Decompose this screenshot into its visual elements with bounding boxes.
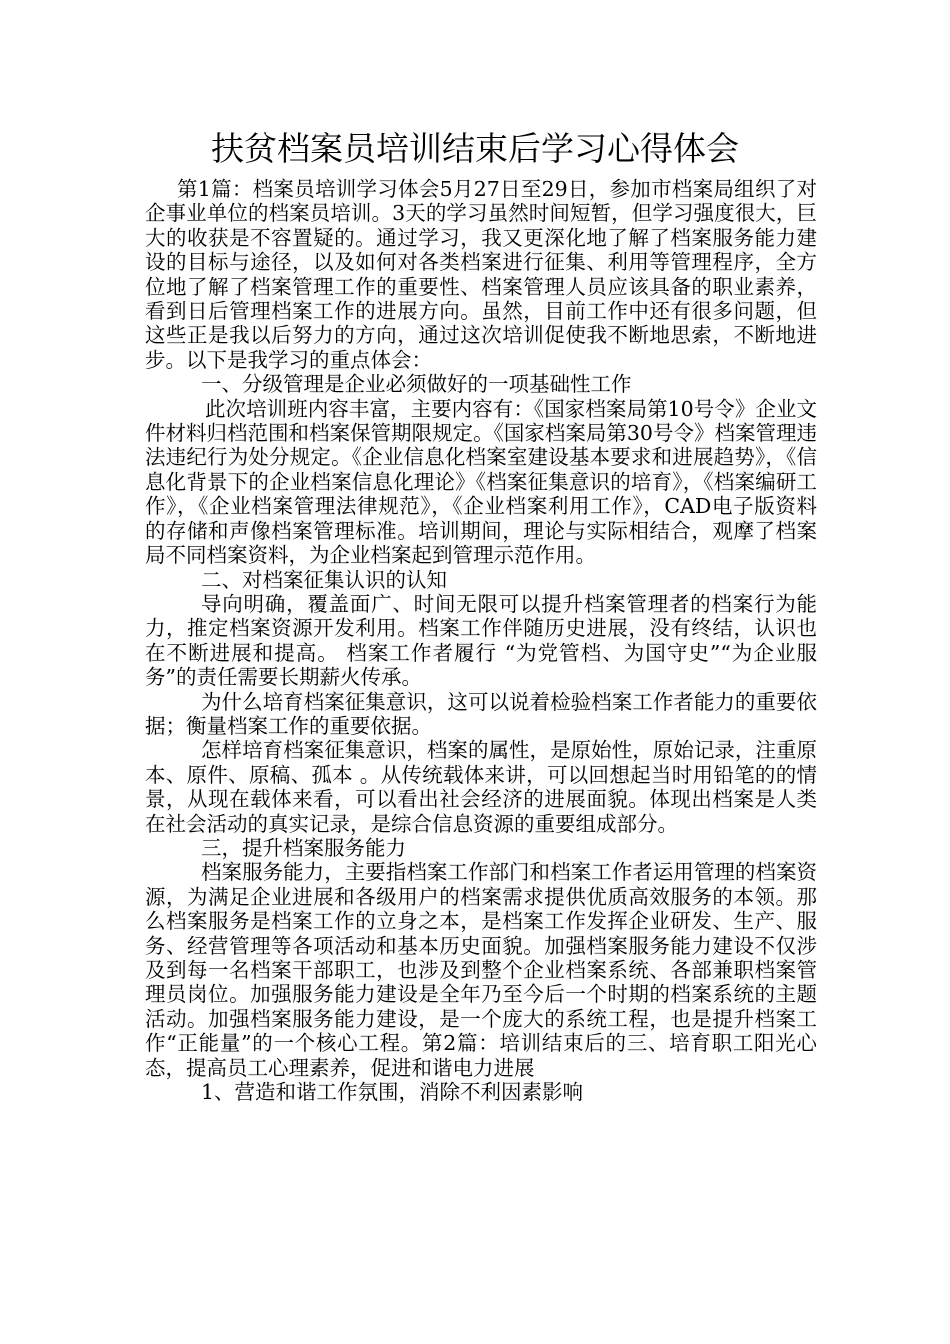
paragraph-how-cultivate: 怎样培育档案征集意识，档案的属性，是原始性，原始记录，注重原本、原件、原稿、孤本 。从传统载体来讲，可以回想起当时用铅笔的的情景，从现在载体来看，可以看出社会经济的进展面貌。体现出档案是人类在社会活动的真实记录，是综合信息资源的重要组成部分。 [145, 738, 817, 836]
paragraph-intro: 第1篇：档案员培训学习体会5月27日至29日，参加市档案局组织了对企事业单位的档案员培训。3天的学习虽然时间短暂，但学习强度很大，巨大的收获是不容置疑的。通过学习，我又更深化地了解了档案服务能力建设的目标与途径，以及如何对各类档案进行征集、利用等管理程序，全方位地了解了档案管理工作的重要性、档案管理人员应该具备的职业素养，看到日后管理档案工作的进展方向。虽然，目前工作中还有很多问题，但这些正是我以后努力的方向，通过这次培训促使我不断地思索，不断地进步。以下是我学习的重点体会： [145, 177, 817, 372]
document-title: 扶贫档案员培训结束后学习心得体会 [211, 129, 739, 168]
section-heading-2: 二、对档案征集认识的认知 [201, 567, 447, 592]
paragraph-service-capability: 档案服务能力，主要指档案工作部门和档案工作者运用管理的档案资源，为满足企业进展和各级用户的档案需求提供优质高效服务的本领。那么档案服务是档案工作的立身之本，是档案工作发挥企业研发、生产、服务、经营管理等各项活动和基本历史面貌。加强档案服务能力建设不仅涉及到每一名档案干部职工，也涉及到整个企业档案系统、各部兼职档案管理员岗位。加强服务能力建设是全年乃至今后一个时期的档案系统的主题活动。加强档案服务能力建设，是一个庞大的系统工程，也是提升档案工作“正能量”的一个核心工程。第2篇：培训结束后的三、培育职工阳光心态，提高员工心理素养，促进和谐电力进展 [145, 860, 817, 1080]
section-heading-1: 一、分级管理是企业必须做好的一项基础性工作 [201, 372, 632, 397]
document-body [145, 177, 817, 1104]
section-heading-3: 三，提升档案服务能力 [201, 835, 406, 860]
paragraph-training-content: 此次培训班内容丰富，主要内容有：《国家档案局第10号令》企业文件材料归档范围和档案保管期限规定。《国家档案局第30号令》档案管理违法违纪行为处分规定。《企业信息化档案室建设基本要求和进展趋势》，《信息化背景下的企业档案信息化理论》《档案征集意识的培育》，《档案编研工作》，《企业档案管理法律规范》，《企业档案利用工作》，CAD电子版资料的存储和声像档案管理标准。培训期间，理论与实际相结合，观摩了档案局不同档案资料，为企业档案起到管理示范作用。 [145, 396, 817, 568]
paragraph-why-cultivate: 为什么培育档案征集意识，这可以说着检验档案工作者能力的重要依据；衡量档案工作的重要依据。 [145, 689, 817, 738]
paragraph-collection-awareness: 导向明确，覆盖面广、时间无限可以提升档案管理者的档案行为能力，推定档案资源开发利用。档案工作伴随历史进展，没有终结，认识也在不断进展和提高。 档案工作者履行 “为党管档、为国守史”“为企业服务”的责任需要长期薪火传承。 [145, 591, 817, 690]
subsection-heading-1: 1、营造和谐工作氛围，消除不利因素影响 [201, 1080, 584, 1105]
